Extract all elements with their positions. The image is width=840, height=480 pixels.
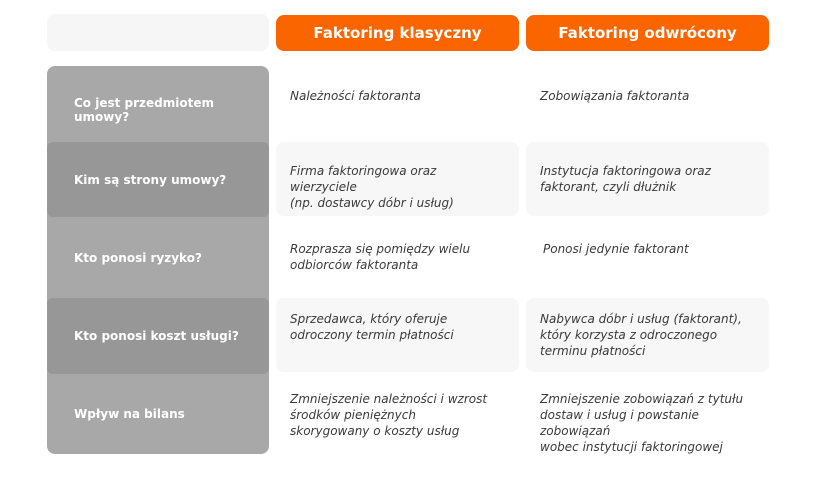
- answer-line: Zmniejszenie zobowiązań z tytułu: [540, 392, 744, 406]
- blank-corner-cell: [47, 14, 269, 51]
- reverse-answer-cell: [526, 88, 769, 104]
- classic-answer-cell: [276, 88, 519, 104]
- header-label: Faktoring odwrócony: [558, 24, 737, 42]
- answer-line: Ponosi jedynie faktorant: [543, 242, 689, 256]
- classic-answer-cell: [276, 391, 519, 439]
- question-label: Wpływ na bilans: [74, 407, 185, 421]
- answer-line: Firma faktoringowa oraz wierzyciele: [290, 164, 437, 194]
- question-column: [47, 66, 269, 454]
- answer-line: dostaw i usług i powstanie zobowiązań: [540, 408, 699, 438]
- question-row: [47, 298, 269, 374]
- answer-line: Zmniejszenie należności i wzrost: [290, 392, 488, 406]
- answer-line: który korzysta z odroczonego: [540, 328, 718, 342]
- answer-line: odroczony termin płatności: [290, 328, 454, 342]
- answer-line: Nabywca dóbr i usług (faktorant),: [540, 312, 742, 326]
- question-label: Kto ponosi koszt usługi?: [74, 329, 239, 343]
- answer-line: wobec instytucji faktoringowej: [540, 440, 723, 454]
- classic-answer-cell: [276, 298, 519, 372]
- answer-line: Instytucja faktoringowa oraz: [540, 164, 711, 178]
- answer-line: środków pieniężnych: [290, 408, 416, 422]
- question-label: Kim są strony umowy?: [74, 172, 227, 187]
- question-row: [47, 374, 269, 454]
- answer-line: Zobowiązania faktoranta: [540, 89, 690, 103]
- reverse-answer-cell: [526, 241, 769, 257]
- answer-line: (np. dostawcy dóbr i usług): [290, 196, 454, 210]
- answer-line: skorygowany o koszty usług: [290, 424, 460, 438]
- question-row: [47, 66, 269, 142]
- answer-line: Sprzedawca, który oferuje: [290, 312, 448, 326]
- question-label: Kto ponosi ryzyko?: [74, 250, 202, 265]
- answer-line: terminu płatności: [540, 344, 646, 358]
- reverse-answer-cell: [526, 298, 769, 372]
- answer-line: odbiorców faktoranta: [290, 258, 419, 272]
- question-label: Co jest przedmiotem umowy?: [74, 96, 214, 124]
- header-faktoring-klasyczny: [276, 15, 519, 51]
- classic-answer-cell: [276, 241, 519, 273]
- header-faktoring-odwrocony: [526, 15, 769, 51]
- question-row: [47, 142, 269, 217]
- answer-line: Należności faktoranta: [290, 89, 421, 103]
- classic-answer-cell: [276, 142, 519, 216]
- reverse-answer-cell: [526, 391, 786, 455]
- question-row: [47, 217, 269, 298]
- answer-line: Rozprasza się pomiędzy wielu: [290, 242, 471, 256]
- header-label: Faktoring klasyczny: [313, 24, 482, 42]
- reverse-answer-cell: [526, 142, 769, 216]
- answer-line: faktorant, czyli dłużnik: [540, 180, 677, 194]
